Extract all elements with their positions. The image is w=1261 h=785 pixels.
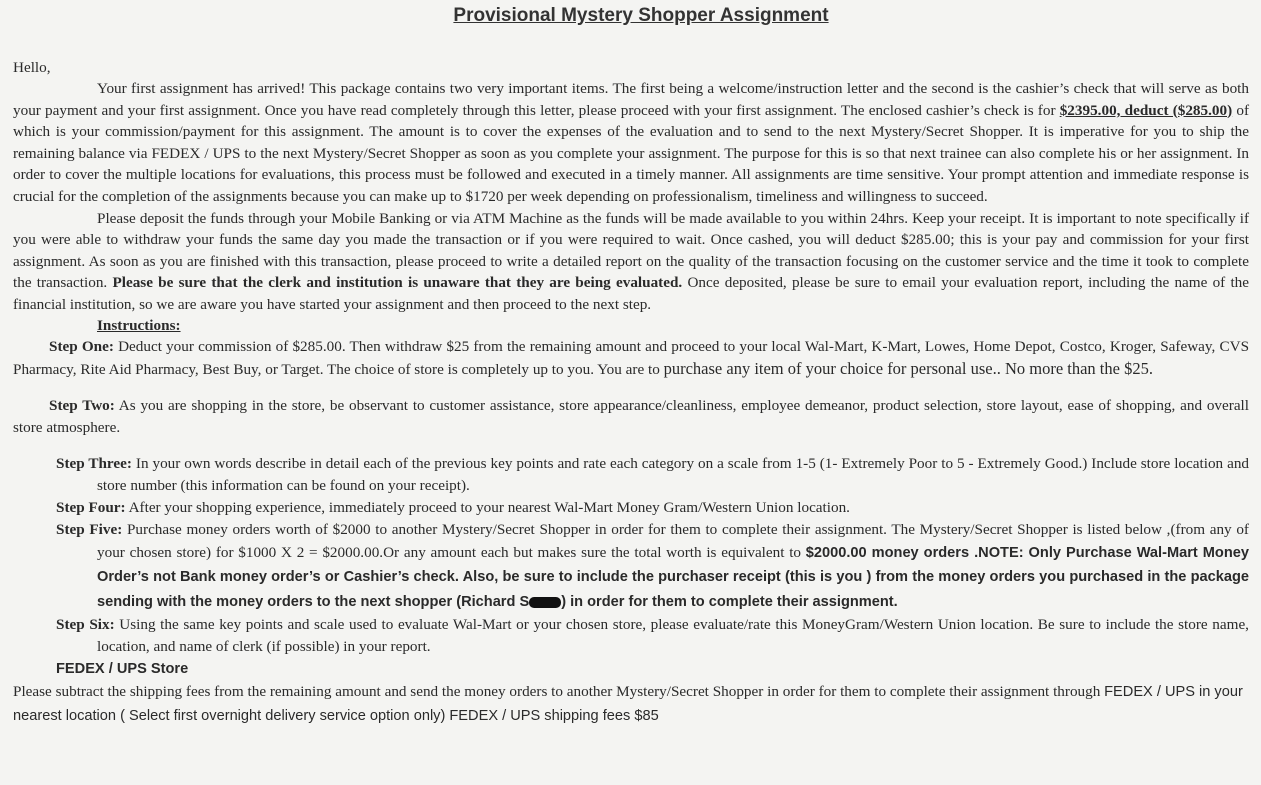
step-six-label: Step Six: bbox=[56, 616, 115, 634]
step-four-text: After your shopping experience, immediately proceed to your nearest Wal-Mart Money Gram/Western Union location. bbox=[125, 498, 850, 516]
step-four bbox=[56, 497, 1249, 519]
page-title: Provisional Mystery Shopper Assignment bbox=[453, 5, 829, 26]
step-two-text: As you are shopping in the store, be observant to customer assistance, store appearance/cleanliness, employee demeanor, product selection, store layout, ease of shopping, and overall store atmosphere. bbox=[13, 396, 1249, 437]
step-three-text: In your own words describe in detail each of the previous key points and rate each category on a scale from 1-5 (1- Extremely Poor to 5 - Extremely Good.) Include store location and store number (this information can be found on your receipt). bbox=[97, 454, 1250, 494]
step-three-label: Step Three: bbox=[56, 454, 132, 472]
step-one bbox=[13, 336, 1249, 382]
step-five-text: Purchase money orders worth of $2000 to another Mystery/Secret Shopper in order for them to complete their assignment. The Mystery/Secret Shopper is listed below ,(from any of your chosen store) for $1000 X 2 = $2000.00.Or any amount each but makes sure the total worth is equivalent to bbox=[97, 520, 1249, 561]
step-one-text-big: purchase any item of your choice for personal use.. No more than the $25. bbox=[663, 359, 1153, 379]
step-one-label: Step One: bbox=[49, 337, 114, 355]
step-five-note-end: ) in order for them to complete their assignment. bbox=[561, 593, 898, 610]
deposit-text-a: Please deposit the funds through your Mobile Banking or via ATM Machine as the funds will be made available to you within 24hrs. Keep your receipt. It is important to note specifically if you were able to withdraw your funds the same day you made the transaction or if you were required to wait. Once cashed, you will deduct $285.00; this is your pay and commission for your first assignment. As soon as you are finished with this transaction, please proceed to write a detailed report on the quality of the transaction focusing on the customer service and the time it took to complete the transaction. bbox=[13, 209, 1249, 292]
instructions-heading: Instructions: bbox=[97, 316, 181, 334]
step-two bbox=[13, 395, 1249, 440]
shipping-paragraph bbox=[13, 680, 1249, 728]
step-five-note: $2000.00 money orders .NOTE: Only Purchase Wal-Mart Money Order’s not Bank money order’s or Cashier’s check. Also, be sure to include the purchaser receipt (this is you ) from the money orders you purchased in the package sending with the money orders to the next shopper (Richard S bbox=[97, 544, 1249, 610]
step-three bbox=[56, 453, 1249, 497]
store-heading: FEDEX / UPS Store bbox=[56, 661, 189, 678]
step-five-label: Step Five: bbox=[56, 520, 123, 538]
step-six bbox=[56, 614, 1249, 658]
step-two-label: Step Two: bbox=[49, 396, 115, 414]
intro-text-b: of which is your commission/payment for this assignment. The amount is to cover the expenses of the evaluation and to send to the next Mystery/Secret Shopper. It is imperative for you to ship the remaining balance via FEDEX / UPS to the next Mystery/Secret Shopper as soon as you complete your assignment. The purpose for this is so that next trainee can also complete his or her assignment. In order to cover the multiple locations for evaluations, this process must be followed and executed in a timely manner. All assignments are time sensitive. Your prompt attention and immediate response is crucial for the completion of the assignments because you can make up to $1720 per week depending on professionalism, timeliness and willingness to succeed. bbox=[13, 101, 1250, 205]
step-five bbox=[56, 519, 1249, 615]
step-one-text: Deduct your commission of $285.00. Then withdraw $25 from the remaining amount and proceed to your local Wal-Mart, K-Mart, Lowes, Home Depot, Costco, Kroger, Safeway, CVS Pharmacy, Rite Aid Pharmacy, Best Buy, or Target. The choice of store is completely up to you. You are to bbox=[13, 337, 1250, 379]
step-four-label: Step Four: bbox=[56, 498, 126, 516]
shipping-text-b: FEDEX / UPS in your nearest location ( Select first overnight delivery service option only) FEDEX / UPS shipping fees $85 bbox=[13, 684, 1243, 725]
step-six-text: Using the same key points and scale used to evaluate Wal-Mart or your chosen store, please evaluate/rate this MoneyGram/Western Union location. Be sure to include the store name, location, and name of clerk (if possible) in your report. bbox=[97, 616, 1249, 656]
redaction-mark bbox=[529, 597, 561, 608]
intro-text-a: Your first assignment has arrived! This package contains two very important items. The first being a welcome/instruction letter and the second is the cashier’s check that will serve as both your payment and your first assignment. Once you have read completely through this letter, please proceed with your first assignment. The enclosed cashier’s check is for bbox=[13, 80, 1249, 119]
check-amount: $2395.00, deduct ($285.00) bbox=[1059, 101, 1233, 119]
intro-paragraph bbox=[13, 78, 1249, 208]
greeting: Hello, bbox=[13, 59, 51, 76]
deposit-paragraph bbox=[13, 208, 1249, 316]
deposit-bold: Please be sure that the clerk and institution is unaware that they are being evaluated. bbox=[112, 274, 683, 292]
deposit-text-b: Once deposited, please be sure to email your evaluation report, including the name of the financial institution, so we are aware you have started your assignment and then proceed to the next step. bbox=[13, 274, 1250, 313]
shipping-text-a: Please subtract the shipping fees from the remaining amount and send the money orders to another Mystery/Secret Shopper in order for them to complete their assignment through bbox=[13, 683, 1105, 701]
letter-document bbox=[13, 4, 1249, 728]
